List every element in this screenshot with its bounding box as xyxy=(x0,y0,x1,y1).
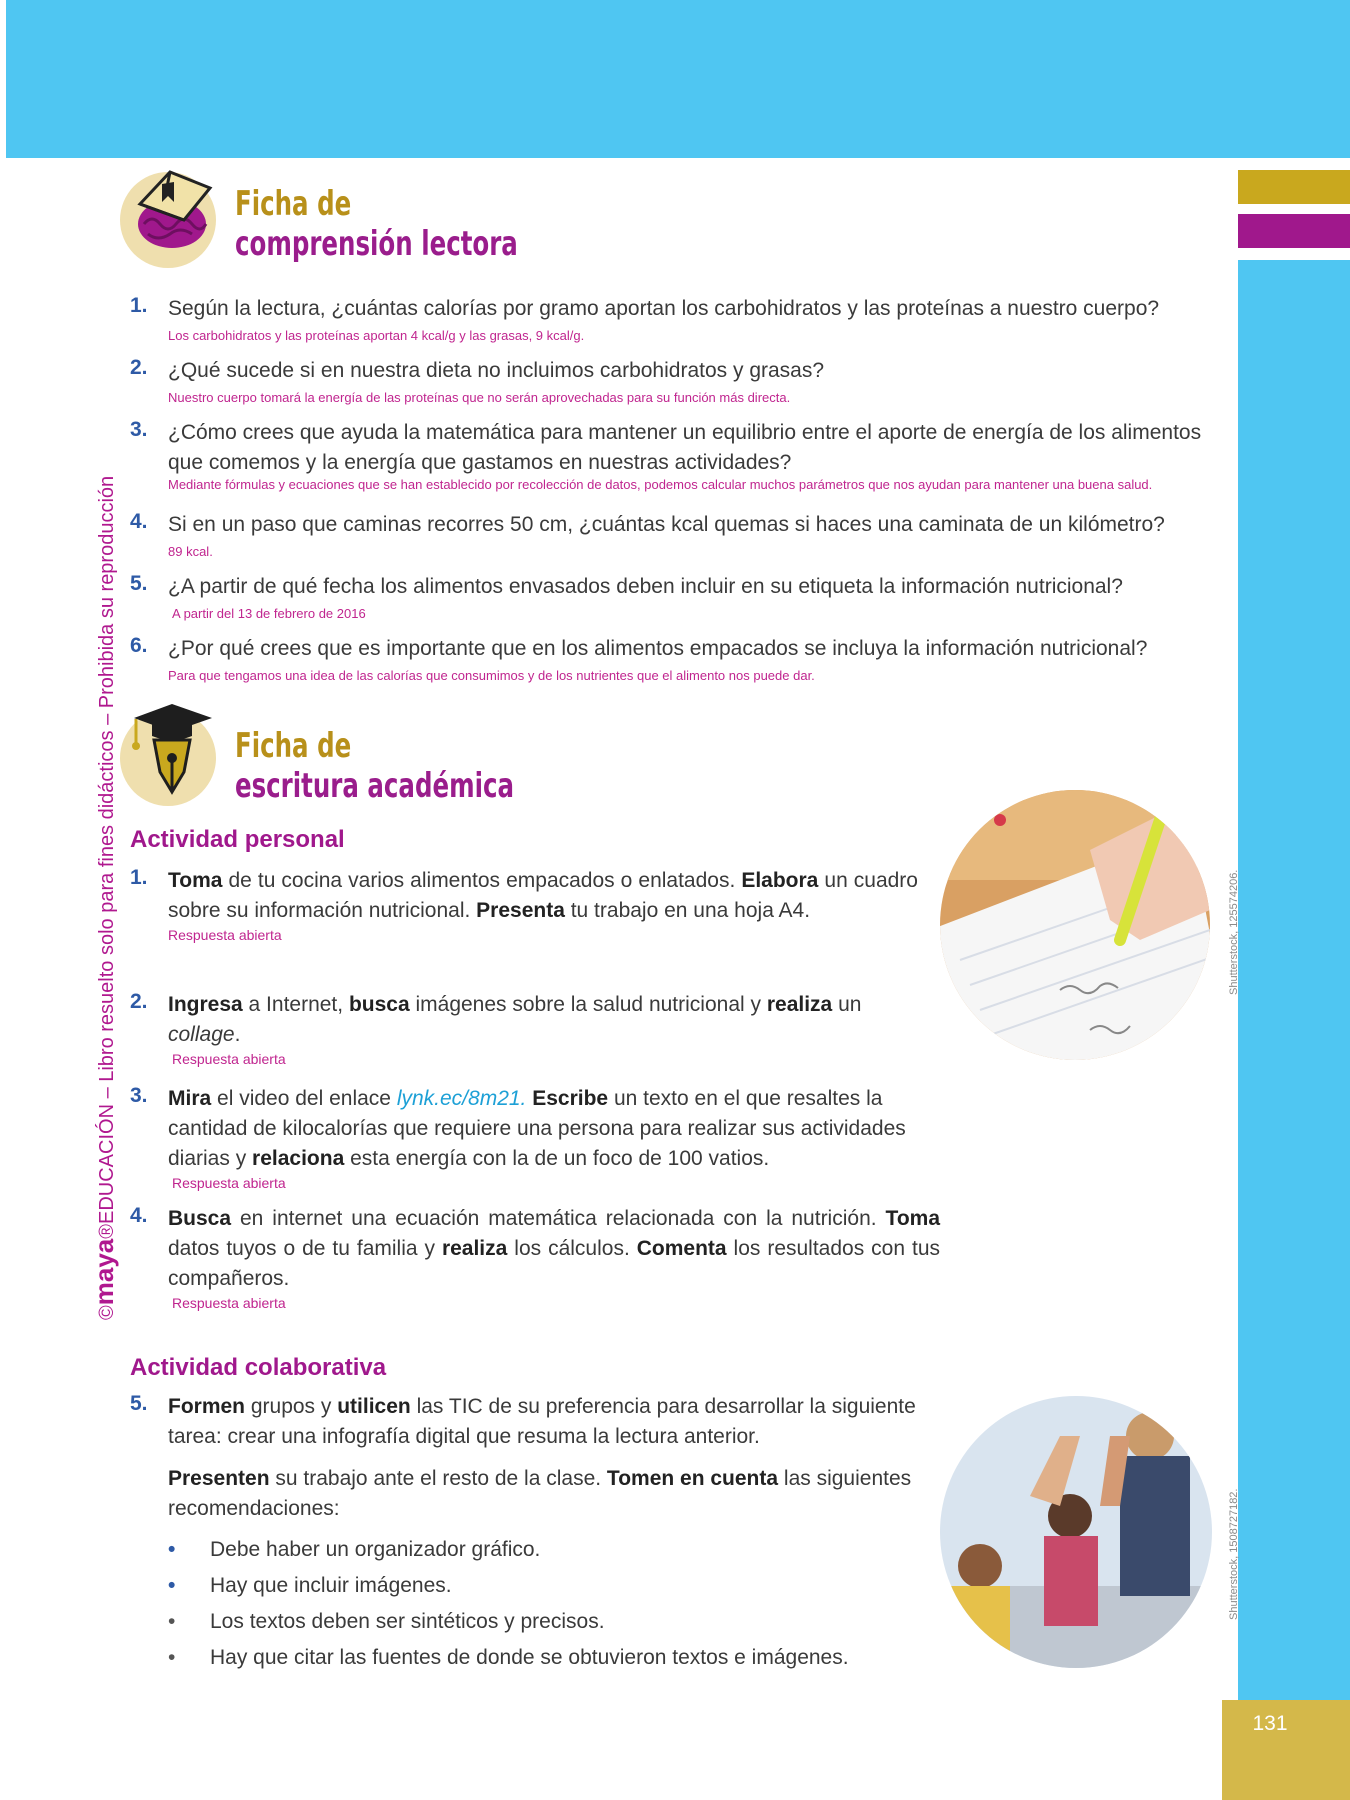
question-number: 1. xyxy=(130,294,148,317)
question-answer: 89 kcal. xyxy=(168,544,213,559)
activity-fragment: las TIC de su preferencia para desarrollar la siguiente tarea: crear una infografía digital que resuma la lectura anterior. xyxy=(168,1395,916,1448)
writing-hand-illustration xyxy=(940,790,1210,1060)
bullet: • xyxy=(168,1574,176,1597)
activity-fragment: collage xyxy=(168,1023,235,1046)
activity-answer: Respuesta abierta xyxy=(172,1175,286,1191)
verb: Presenta xyxy=(476,899,565,922)
bullet: • xyxy=(168,1610,176,1633)
escritura-header xyxy=(120,700,640,810)
page-number: 131 xyxy=(1252,1712,1288,1735)
question-number: 3. xyxy=(130,418,148,441)
activity-fragment: un cuadro sobre su información nutricional. xyxy=(168,869,918,922)
verb: Busca xyxy=(168,1207,232,1230)
verb: utilicen xyxy=(337,1395,411,1418)
activity-fragment: un texto en el que resaltes la cantidad de kilocalorías que requiere una persona para realizar sus actividades diarias y xyxy=(168,1087,906,1170)
activity-item xyxy=(130,866,918,990)
verb: Ingresa xyxy=(168,993,243,1016)
top-band-edge xyxy=(0,0,6,158)
question-answer: Para que tengamos una idea de las calorías que consumimos y de los nutrientes que el alimento nos puede dar. xyxy=(168,668,815,683)
question-answer: Los carbohidratos y las proteínas aportan 4 kcal/g y las grasas, 9 kcal/g. xyxy=(168,328,585,343)
bullet: • xyxy=(168,1646,176,1669)
verb: relaciona xyxy=(252,1147,345,1170)
question-item xyxy=(130,418,1220,510)
list-item-text: Hay que citar las fuentes de donde se obtuvieron textos e imágenes. xyxy=(210,1646,849,1669)
brand-name: maya xyxy=(89,1238,119,1306)
question-item xyxy=(130,294,1220,356)
actividad-personal-heading: Actividad personal xyxy=(130,826,345,853)
activity-fragment: los resultados con tus compañeros. xyxy=(168,1237,940,1290)
video-link[interactable]: lynk.ec/8m21. xyxy=(396,1087,527,1110)
question-item xyxy=(130,510,1220,572)
list-item xyxy=(168,1532,940,1568)
question-text: Si en un paso que caminas recorres 50 cm, ¿cuántas kcal quemas si haces una caminata de un kilómetro? xyxy=(168,513,1165,536)
escritura-title-line2: escritura académica xyxy=(235,766,514,806)
question-number: 2. xyxy=(130,356,148,379)
activity-item xyxy=(130,1204,940,1324)
activity-text xyxy=(168,866,918,926)
question-number: 4. xyxy=(130,510,148,533)
actividad-colaborativa-heading: Actividad colaborativa xyxy=(130,1354,387,1381)
question-number: 6. xyxy=(130,634,148,657)
list-item-text: Los textos deben ser sintéticos y precisos. xyxy=(210,1610,605,1633)
activity-fragment: imágenes sobre la salud nutricional y xyxy=(409,993,767,1016)
activity-fragment: en internet una ecuación matemática relacionada con la nutrición. xyxy=(231,1207,886,1230)
activity-fragment: las siguientes recomendaciones: xyxy=(168,1467,912,1520)
question-answer: A partir del 13 de febrero de 2016 xyxy=(172,606,366,621)
activity-item xyxy=(130,1392,940,1676)
escritura-title-line1: Ficha de xyxy=(235,726,352,766)
verb: realiza xyxy=(766,993,833,1016)
activity-fragment: tu trabajo en una hoja A4. xyxy=(564,899,811,922)
question-item xyxy=(130,572,1220,634)
question-answer: Mediante fórmulas y ecuaciones que se han establecido por recolección de datos, podemos calcular muchos parámetros que nos ayudan para mantener una buena salud. xyxy=(168,477,1153,492)
bullet: • xyxy=(168,1538,176,1561)
photo1-credit-wrap xyxy=(1224,775,1240,995)
activity-text xyxy=(168,1084,940,1174)
list-item-text: Debe haber un organizador gráfico. xyxy=(210,1538,541,1561)
escritura-title xyxy=(235,726,514,806)
verb: realiza xyxy=(441,1237,508,1260)
question-text: ¿Cómo crees que ayuda la matemática para mantener un equilibrio entre el aporte de energía de los alimentos que comemos y la energía que gastamos en nuestras actividades? xyxy=(168,421,1202,474)
verb: Formen xyxy=(168,1395,246,1418)
question-text: ¿A partir de qué fecha los alimentos envasados deben incluir en su etiqueta la información nutricional? xyxy=(168,575,1123,598)
verb: Elabora xyxy=(741,869,819,892)
right-color-stripe xyxy=(1238,260,1350,1700)
photo2-credit-wrap xyxy=(1224,1400,1240,1620)
section-tab-magenta xyxy=(1238,214,1350,248)
side-copyright xyxy=(86,475,122,1320)
photo2-credit: Shutterstock, 1508727182. xyxy=(1228,1488,1240,1620)
list-item-text: Hay que incluir imágenes. xyxy=(210,1574,452,1597)
students-illustration xyxy=(940,1396,1212,1668)
activity-fragment: esta energía con la de un foco de 100 vatios. xyxy=(344,1147,770,1170)
question-item xyxy=(130,634,1220,686)
activity-answer: Respuesta abierta xyxy=(168,927,282,943)
activity-answer: Respuesta abierta xyxy=(172,1051,286,1067)
recommendation-list xyxy=(168,1532,940,1676)
writing-hand-photo xyxy=(940,790,1210,1060)
question-number: 5. xyxy=(130,572,148,595)
activity-number: 4. xyxy=(130,1204,148,1227)
activity-text xyxy=(168,1204,940,1294)
question-item xyxy=(130,356,1220,418)
verb: Tomen en cuenta xyxy=(606,1467,779,1490)
top-color-band xyxy=(0,0,1350,158)
activity-number: 3. xyxy=(130,1084,148,1107)
activity-number: 5. xyxy=(130,1392,148,1415)
activity-number: 1. xyxy=(130,866,148,889)
comprension-title-line2: comprensión lectora xyxy=(235,224,518,264)
question-text: ¿Qué sucede si en nuestra dieta no incluimos carbohidratos y grasas? xyxy=(168,359,825,382)
activity-number: 2. xyxy=(130,990,148,1013)
photo1-credit: Shutterstock, 125574206. xyxy=(1228,869,1240,995)
registered-symbol: ® xyxy=(96,1224,118,1239)
activity-item xyxy=(130,990,928,1084)
activity-item xyxy=(130,1084,940,1204)
personal-activities xyxy=(130,866,940,1324)
verb: Toma xyxy=(168,869,223,892)
activity-text-2 xyxy=(168,1464,918,1524)
section-tab-gold xyxy=(1238,170,1350,204)
brain-book-icon xyxy=(126,162,226,262)
verb: Presenten xyxy=(168,1467,270,1490)
activity-fragment: a Internet, xyxy=(242,993,349,1016)
activity-text xyxy=(168,990,928,1050)
comprension-title xyxy=(235,184,518,264)
activity-fragment: . xyxy=(234,1023,241,1046)
comprension-questions xyxy=(130,294,1220,686)
verb: busca xyxy=(348,993,410,1016)
activity-fragment: grupos y xyxy=(245,1395,338,1418)
activity-fragment: de tu cocina varios alimentos empacados o enlatados. xyxy=(222,869,742,892)
verb: Escribe xyxy=(532,1087,609,1110)
list-item xyxy=(168,1640,940,1676)
comprension-header xyxy=(120,160,640,270)
students-highfive-photo xyxy=(940,1396,1212,1668)
question-text: Según la lectura, ¿cuántas calorías por gramo aportan los carbohidratos y las proteínas a nuestro cuerpo? xyxy=(168,297,1160,320)
activity-fragment: datos tuyos o de tu familia y xyxy=(168,1237,442,1260)
copyright-symbol: © xyxy=(96,1305,118,1320)
comprension-title-line1: Ficha de xyxy=(235,184,352,224)
list-item xyxy=(168,1568,940,1604)
activity-fragment: su trabajo ante el resto de la clase. xyxy=(269,1467,607,1490)
activity-fragment: el video del enlace xyxy=(211,1087,397,1110)
verb: Toma xyxy=(885,1207,940,1230)
list-item xyxy=(168,1604,940,1640)
collaborative-activities xyxy=(130,1392,940,1676)
activity-fragment: los cálculos. xyxy=(507,1237,637,1260)
verb: Comenta xyxy=(636,1237,727,1260)
verb: Mira xyxy=(168,1087,212,1110)
activity-fragment: un xyxy=(832,993,862,1016)
activity-answer: Respuesta abierta xyxy=(172,1295,286,1311)
activity-text xyxy=(168,1392,940,1452)
question-answer: Nuestro cuerpo tomará la energía de las proteínas que no serán aprovechadas para su función más directa. xyxy=(168,390,791,405)
graduation-pen-icon xyxy=(124,700,224,800)
question-text: ¿Por qué crees que es importante que en los alimentos empacados se incluya la información nutricional? xyxy=(168,637,1148,660)
copyright-text: EDUCACIÓN – Libro resuelto solo para fines didácticos – Prohibida su reproducción xyxy=(96,475,118,1224)
